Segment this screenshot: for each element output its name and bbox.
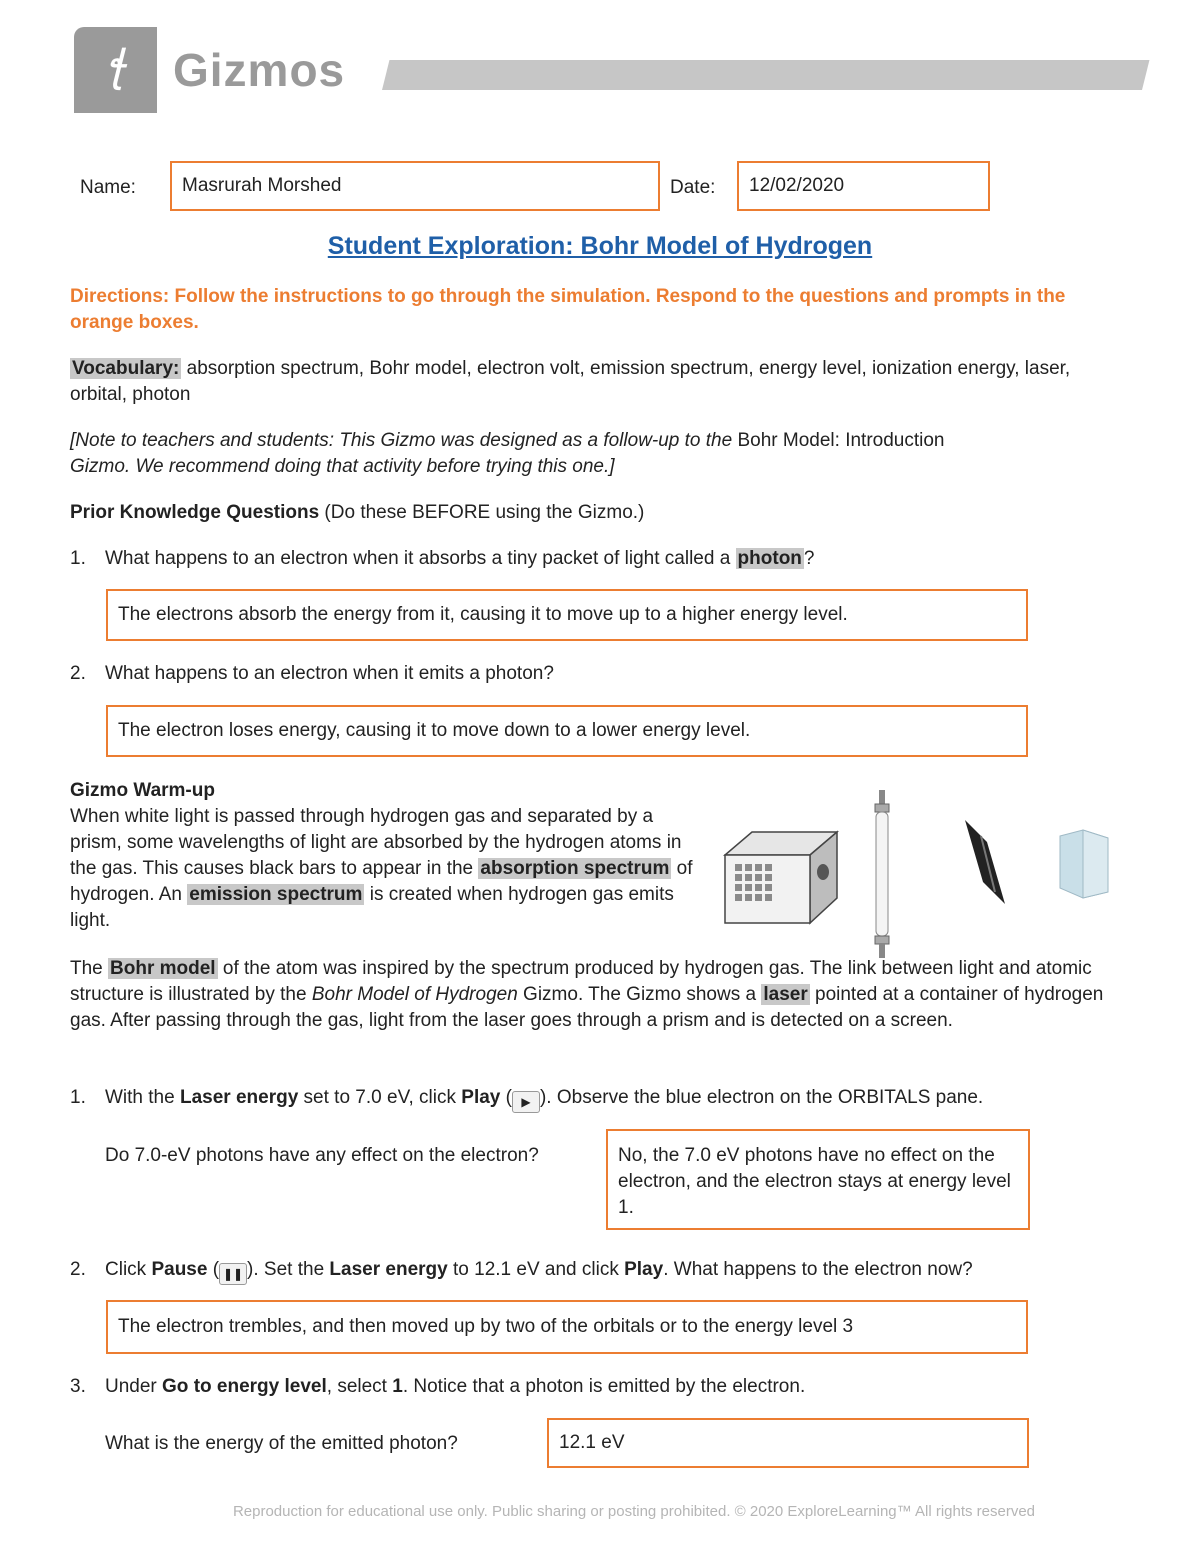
step-1: 1. With the Laser energy set to 7.0 eV, click Play ( ▶ ). Observe the blue electron on the ORBITALS pane. (70, 1085, 1150, 1113)
date-label: Date: (670, 177, 716, 198)
term-photon: photon (737, 548, 802, 569)
term-absorption-spectrum: absorption spectrum (480, 858, 670, 879)
pause-icon: ❚❚ (219, 1263, 247, 1285)
footer: Reproduction for educational use only. Public sharing or posting prohibited. © 2020 ExploreLearning™ All rights reserved (232, 1503, 1036, 1520)
name-label: Name: (80, 177, 136, 198)
laser-box-icon (725, 832, 837, 923)
header (0, 0, 1200, 130)
vocabulary (70, 356, 1130, 408)
step-3-question: What is the energy of the emitted photon? (105, 1433, 458, 1454)
vocabulary-terms: absorption spectrum, Bohr model, electron volt, emission spectrum, energy level, ionization energy, laser, orbital, photon (70, 358, 1071, 405)
name-field[interactable] (170, 161, 660, 211)
directions: Directions: Follow the instructions to go through the simulation. Respond to the questions and prompts in the orange boxes. (70, 286, 1066, 333)
answer-box-step-3[interactable]: 12.1 eV (547, 1418, 1029, 1468)
prior-question-1: 1. What happens to an electron when it absorbs a tiny packet of light called a photon ? (70, 548, 815, 569)
answer-box-step-1[interactable]: No, the 7.0 eV photons have no effect on the electron, and the electron stays at energy level 1. (606, 1129, 1030, 1230)
prior-knowledge-heading: Prior Knowledge Questions (Do these BEFORE using the Gizmo.) (70, 502, 645, 523)
play-icon: ▶ (512, 1091, 540, 1113)
warmup-paragraph-2: The Bohr model of the atom was inspired by the spectrum produced by hydrogen gas. The link between light and atomic structure is illustrated by the Bohr Model of Hydrogen Gizmo. The Gizmo shows a laser pointed at a container of hydrogen gas. After passing through the gas, light from the laser goes through a prism and is detected on a screen. (70, 958, 1104, 1031)
date-value: 12/02/2020 (749, 175, 845, 196)
prism-icon (1060, 830, 1108, 898)
slit-icon (965, 820, 1005, 904)
header-rule (382, 60, 1149, 90)
answer-box-prior-2[interactable]: The electron loses energy, causing it to move down to a lower energy level. (106, 705, 1028, 757)
teacher-note: [Note to teachers and students: This Gizmo was designed as a follow-up to the Bohr Model: Introduction Gizmo. We recommend doing that activity before trying this one.] (70, 430, 945, 477)
answer-box-prior-1[interactable]: The electrons absorb the energy from it, causing it to move up to a higher energy level. (106, 589, 1028, 641)
apparatus-illustration (715, 780, 1125, 965)
name-value: Masrurah Morshed (182, 175, 342, 196)
gas-tube-icon (875, 790, 889, 958)
step-2: 2. Click Pause ( ❚❚ ). Set the Laser energy to 12.1 eV and click Play. What happens to the electron now? (70, 1257, 1150, 1285)
prior-question-2: 2. What happens to an electron when it emits a photon? (70, 663, 554, 684)
step-1-question: Do 7.0-eV photons have any effect on the electron? (105, 1145, 539, 1166)
page-title: Student Exploration: Bohr Model of Hydrogen (327, 232, 873, 260)
date-field[interactable] (737, 161, 990, 211)
brand-name: Gizmos (173, 44, 346, 96)
step-3: 3. Under Go to energy level, select 1. Notice that a photon is emitted by the electron. (70, 1376, 806, 1397)
warmup-heading: Gizmo Warm-up (70, 780, 215, 801)
logo-glyph: ꞎ (104, 41, 127, 92)
warmup-paragraph-1: When white light is passed through hydrogen gas and separated by a prism, some wavelengths of light are absorbed by the hydrogen atoms in the gas. This causes black bars to appear in the absorption spectrum of hydrogen. An emission spectrum is created when hydrogen gas emits light. (70, 806, 693, 931)
term-laser: laser (763, 984, 808, 1005)
term-bohr-model: Bohr model (110, 958, 216, 979)
term-emission-spectrum: emission spectrum (189, 884, 363, 905)
answer-box-step-2[interactable]: The electron trembles, and then moved up by two of the orbitals or to the energy level 3 (106, 1300, 1028, 1354)
vocabulary-label: Vocabulary: (72, 358, 180, 379)
logo-badge (74, 27, 157, 113)
